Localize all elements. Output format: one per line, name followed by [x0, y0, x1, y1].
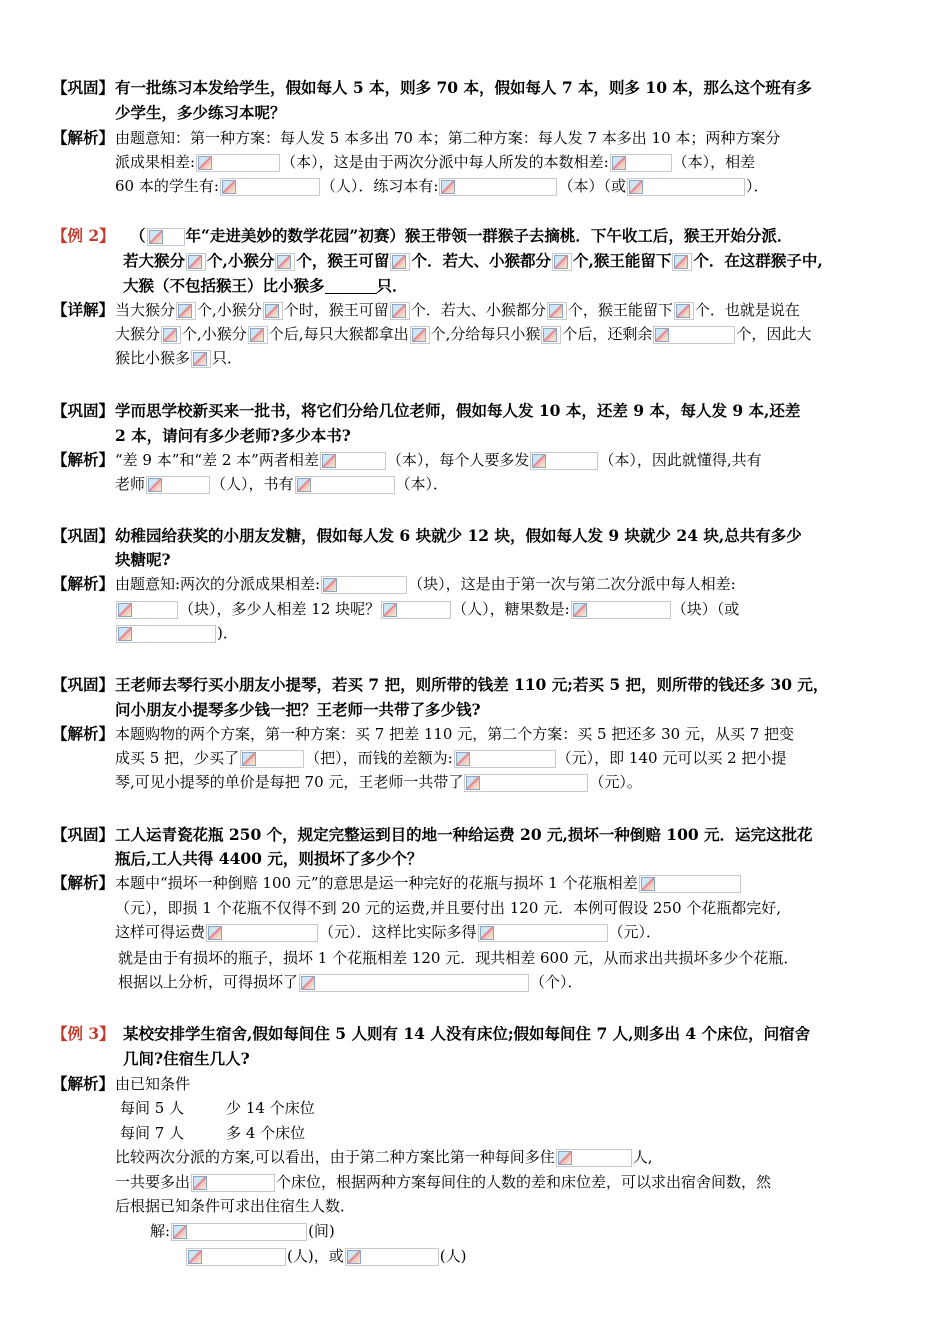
formula-image-icon — [571, 601, 671, 619]
formula-image-icon — [116, 625, 216, 643]
analysis-label: 【解析】 — [52, 128, 115, 147]
question-line: 2 本，请问有多少老师?多少本书? — [115, 426, 351, 445]
question-line: 有一批练习本发给学生，假如每人 5 本，则多 70 本，假如每人 7 本，则多 10 本，那么这个班有多 — [115, 78, 812, 97]
text: 个,小猴分 — [197, 301, 262, 319]
analysis-label: 【解析】 — [52, 574, 115, 593]
formula-image-icon — [674, 302, 694, 320]
formula-image-icon — [263, 302, 283, 320]
text: 只． — [212, 349, 243, 367]
example-label: 【例 3】 — [52, 1024, 115, 1043]
formula-image-icon — [639, 875, 741, 893]
text: 老师 — [115, 475, 146, 493]
text: （元）． — [608, 923, 662, 941]
analysis-line: 由已知条件 — [115, 1075, 191, 1093]
formula-image-icon — [116, 601, 178, 619]
formula-image-icon — [248, 326, 268, 344]
formula-image-icon — [240, 750, 304, 768]
text: 个,猴王能留下 — [572, 251, 672, 270]
formula-image-icon — [672, 253, 692, 271]
text: 本题中“损坏一种倒赔 100 元”的意思是运一种完好的花瓶与损坏 1 个花瓶相差 — [115, 874, 638, 892]
question-line: 几间?住宿生几人? — [123, 1049, 250, 1068]
analysis-line — [115, 920, 661, 944]
formula-image-icon — [186, 1248, 286, 1266]
analysis-line: （元），即损 1 个花瓶不仅得不到 20 元的运费,并且要付出 120 元．本例可假设 250 个花瓶都完好, — [115, 899, 782, 917]
text: )． — [217, 624, 238, 642]
text: 个床位，根据两种方案每间住的人数的差和床位差，可以求出宿舍间数，然 — [276, 1173, 772, 1191]
section-label: 【巩固】 — [52, 825, 115, 844]
formula-image-icon — [541, 326, 561, 344]
section-label: 【巩固】 — [52, 526, 115, 545]
analysis-label: 【解析】 — [52, 873, 115, 892]
formula-image-icon — [176, 302, 196, 320]
text: （元），即 140 元可以买 2 把小提 — [556, 749, 787, 767]
analysis-line — [115, 346, 242, 370]
text: 个,小猴分 — [182, 325, 247, 343]
analysis-label: 【解析】 — [52, 724, 115, 743]
text: 个，因此大 — [736, 325, 812, 343]
formula-image-icon — [171, 1223, 307, 1241]
analysis-line — [115, 770, 642, 794]
solution-line — [150, 1219, 335, 1243]
question-line — [123, 249, 823, 273]
question-line: 问小朋友小提琴多少钱一把？王老师一共带了多少钱? — [115, 700, 481, 719]
section-label: 【巩固】 — [52, 78, 115, 97]
text: （ — [130, 226, 146, 245]
formula-image-icon — [390, 302, 410, 320]
text: (人)，或 — [287, 1247, 344, 1265]
analysis-line — [115, 1145, 653, 1169]
formula-image-icon — [299, 974, 529, 992]
question-line: 王老师去琴行买小朋友小提琴，若买 7 把，则所带的钱差 110 元;若买 5 把，则所带的钱还多 30 元， — [115, 675, 829, 694]
text: （个）． — [530, 973, 583, 991]
formula-image-icon — [191, 1174, 275, 1192]
analysis-label: 【解析】 — [52, 1074, 115, 1093]
text: 大猴分 — [115, 325, 161, 343]
text: 解: — [150, 1222, 171, 1240]
example-label: 【例 2】 — [52, 226, 115, 245]
text: 这样可得运费 — [115, 923, 206, 941]
text: （块），多少人相差 12 块呢？ — [179, 600, 381, 618]
formula-image-icon — [220, 178, 320, 196]
formula-image-icon — [390, 253, 410, 271]
formula-image-icon — [191, 350, 211, 368]
analysis-line — [115, 1170, 771, 1194]
analysis-line — [115, 746, 786, 770]
text: “差 9 本”和“差 2 本”两者相差 — [115, 451, 319, 469]
condition-line — [120, 1096, 315, 1120]
text: 若大猴分 — [123, 251, 186, 270]
formula-image-icon — [410, 326, 430, 344]
text: 人, — [632, 1148, 653, 1166]
question-line: 瓶后,工人共得 4400 元，则损坏了多少个？ — [115, 849, 423, 868]
text: 一共要多出 — [115, 1173, 191, 1191]
question-line — [123, 274, 408, 298]
formula-image-icon — [454, 750, 556, 768]
text: 成买 5 把，少买了 — [115, 749, 240, 767]
text: 大猴（不包括猴王）比小猴多 — [123, 276, 325, 295]
text: 个，猴王可留 — [296, 251, 390, 270]
formula-image-icon — [478, 924, 608, 942]
text: 派成果相差: — [115, 153, 196, 171]
text: 60 本的学生有: — [115, 177, 219, 195]
text: 个．若大、小猴都分 — [410, 301, 546, 319]
text: 年“走进美妙的数学花园”初赛）猴王带领一群猴子去摘桃．下午收工后，猴王开始分派． — [185, 226, 793, 245]
text: （本）（或 — [558, 177, 626, 195]
analysis-line — [115, 150, 755, 174]
text: （元）。 — [589, 773, 642, 791]
text: 每间 7 人 — [120, 1124, 185, 1142]
text: (间) — [308, 1222, 335, 1240]
answer-blank[interactable] — [325, 277, 377, 294]
question-line: 少学生，多少练习本呢？ — [115, 103, 286, 122]
analysis-line — [115, 572, 736, 596]
text: 个后,每只大猴都拿出 — [268, 325, 409, 343]
text: 少 14 个床位 — [226, 1099, 315, 1117]
text: 个时，猴王可留 — [283, 301, 389, 319]
question-line: 工人运青瓷花瓶 250 个，规定完整运到目的地一种给运费 20 元,损坏一种倒赔 100 元．运完这批花 — [115, 825, 813, 844]
formula-image-icon — [295, 476, 395, 494]
text: 比较两次分派的方案,可以看出，由于第二种方案比第一种每间多住 — [115, 1148, 555, 1166]
text: （块）（或 — [671, 600, 740, 618]
formula-image-icon — [439, 178, 557, 196]
analysis-line: 就是由于有损坏的瓶子，损坏 1 个花瓶相差 120 元．现共相差 600 元，从而求出共损坏多少个花瓶． — [118, 949, 799, 967]
question-line: 块糖呢? — [115, 550, 171, 569]
question-line: 学而思学校新买来一批书，将它们分给几位老师，假如每人发 10 本，还差 9 本，每人发 9 本,还差 — [115, 401, 801, 420]
text: 猴比小猴多 — [115, 349, 191, 367]
text: 个,小猴分 — [207, 251, 275, 270]
analysis-line — [115, 871, 742, 895]
analysis-line: 由题意知：第一种方案：每人发 5 本多出 70 本；第二种方案：每人发 7 本多出 10 本；两种方案分 — [115, 129, 781, 147]
formula-image-icon — [552, 253, 572, 271]
formula-image-icon — [530, 452, 598, 470]
text: （本），这是由于两次分派中每人所发的本数相差: — [281, 153, 609, 171]
formula-image-icon — [381, 601, 451, 619]
text: 个，猴王能留下 — [567, 301, 673, 319]
text: 个．在这群猴子中, — [693, 251, 823, 270]
text: （本），相差 — [672, 153, 756, 171]
section-label: 【巩固】 — [52, 675, 115, 694]
text: 只． — [376, 276, 408, 295]
analysis-line — [115, 448, 762, 472]
formula-image-icon — [547, 302, 567, 320]
formula-image-icon — [146, 476, 210, 494]
formula-image-icon — [556, 1149, 632, 1167]
text: 根据以上分析，可得损坏了 — [118, 973, 299, 991]
text: （本）． — [395, 475, 449, 493]
solution-line — [185, 1244, 466, 1268]
formula-image-icon — [161, 326, 181, 344]
text: 个．也就是说在 — [694, 301, 800, 319]
formula-image-icon — [610, 154, 672, 172]
text: 由题意知:两次的分派成果相差: — [115, 575, 321, 593]
text: （块），这是由于第一次与第二次分派中每人相差: — [408, 575, 736, 593]
formula-image-icon — [320, 452, 386, 470]
section-label: 【巩固】 — [52, 401, 115, 420]
analysis-line — [118, 970, 583, 994]
analysis-line — [115, 174, 769, 198]
formula-image-icon — [464, 774, 588, 792]
text: 个．若大、小猴都分 — [411, 251, 551, 270]
analysis-label: 【解析】 — [52, 450, 115, 469]
question-line: 某校安排学生宿舍,假如每间住 5 人则有 14 人没有床位;假如每间住 7 人,则多出 4 个床位，问宿舍 — [123, 1024, 811, 1043]
text: （把），而钱的差额为: — [305, 749, 453, 767]
text: （元）．这样比实际多得 — [319, 923, 477, 941]
formula-image-icon — [627, 178, 745, 196]
analysis-line — [115, 322, 811, 346]
text: （人）．练习本有: — [320, 177, 439, 195]
analysis-line — [115, 298, 800, 322]
formula-image-icon — [196, 154, 280, 172]
analysis-line — [115, 597, 739, 621]
formula-image-icon — [147, 228, 185, 246]
condition-line — [120, 1121, 305, 1145]
text: （本），因此就懂得,共有 — [599, 451, 762, 469]
analysis-line: 本题购物的两个方案，第一种方案：买 7 把差 110 元，第二个方案：买 5 把还多 30 元，从买 7 把变 — [115, 725, 795, 743]
text: 个,分给每只小猴 — [430, 325, 541, 343]
analysis-line — [115, 472, 448, 496]
analysis-label: 【详解】 — [52, 300, 115, 319]
text: （本），每个人要多发 — [386, 451, 530, 469]
text: 琴,可见小提琴的单价是每把 70 元，王老师一共带了 — [115, 773, 464, 791]
formula-image-icon — [206, 924, 318, 942]
text: 个后，还剩余 — [562, 325, 653, 343]
formula-image-icon — [275, 253, 295, 271]
text: ）． — [746, 177, 769, 195]
question-line: 幼稚园给获奖的小朋友发糖，假如每人发 6 块就少 12 块，假如每人发 9 块就少 24 块,总共有多少 — [115, 526, 802, 545]
text: 每间 5 人 — [120, 1099, 185, 1117]
question-line — [130, 224, 792, 248]
text: 多 4 个床位 — [226, 1124, 306, 1142]
formula-image-icon — [345, 1248, 439, 1266]
text: （人），书有 — [211, 475, 294, 493]
formula-image-icon — [321, 576, 407, 594]
text: （人），糖果数是: — [452, 600, 570, 618]
analysis-line: 后根据已知条件可求出住宿生人数． — [115, 1197, 356, 1215]
text: (人) — [439, 1247, 467, 1265]
analysis-line — [115, 621, 238, 645]
formula-image-icon — [186, 253, 206, 271]
formula-image-icon — [653, 326, 735, 344]
text: 当大猴分 — [115, 301, 176, 319]
